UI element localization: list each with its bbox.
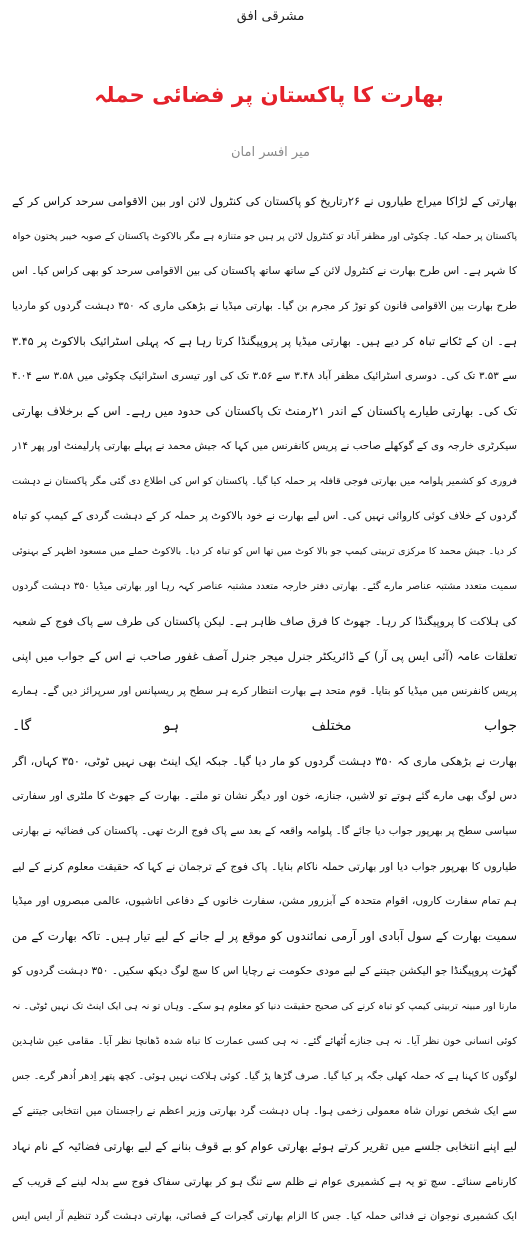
- text-line: سے ایک شخص نوران شاہ معمولی زخمی ہوا۔ ہاں دہشت گرد بھارتی وزیر اعظم نے راجستان میں انتخابی جیتنے کے: [12, 1105, 517, 1117]
- text-line: بھارتی کے لڑاکا میراج طیاروں نے ۲۶رتاریخ کو پاکستان کی کنٹرول لائن اور بین الاقوامی سرحد کراس کر کے: [12, 195, 517, 208]
- text-line: پریس کانفرنس میں میڈیا کو بتایا۔ قوم متحد ہے بھارت انتظار کرے ہر سطح پر ریسپانس اور سرپرائز دیں گے۔ ہمارے: [12, 685, 517, 697]
- paragraph: [12, 744, 517, 1234]
- text-line: ہے۔ ان کے ٹکانے تباہ کر دیے ہیں۔ بھارتی میڈیا پر پروپیگنڈا کرتا رہا ہے کہ پہلی اسٹرائیک بالاکوٹ پر ۳.۴۵: [12, 335, 517, 348]
- author-byline: میر افسر امان: [230, 145, 310, 160]
- text-line: بھارت نے بڑھکی ماری کہ ۳۵۰ دہشت گردوں کو مار دیا گیا۔ جبکہ ایک اینٹ بھی نہیں ٹوٹی، ۳۵۰ کہاں، اگر: [12, 755, 517, 768]
- text-line: کر دیا۔ جیش محمد کا مرکزی تربیتی کیمپ جو بالا کوٹ میں تھا اس کو تباہ کر دیا۔ بالاکوٹ حملے میں مسعود اظہر کے بہنوئی: [12, 546, 517, 557]
- text-line: جواب مختلف ہو گا۔: [12, 718, 517, 734]
- text-line: مارنا اور مبینہ تربیتی کیمپ کو تباہ کرنے کی صحیح حقیقت دنیا کو معلوم ہو سکے۔ وہاں تو نہ ہی ایک اینٹ تک نہیں ٹوٹی۔ نہ: [12, 1001, 517, 1012]
- text-line: دس لوگ بھی مارے گئے ہوتے تو لاشیں، جنازے، خون اور دیگر نشان تو ملتے۔ بھارت کے جھوٹ کا ملٹری اور سفارتی: [12, 790, 517, 802]
- text-line: لیے اپنے انتخابی جلسے میں تقریر کرتے ہوئے بھارتی عوام کو بے قوف بنانے کے لیے بھارتی فضائیہ کے نام نہاد: [12, 1139, 517, 1153]
- text-line: کوئی انسانی خون نظر آیا۔ نہ ہی جنازے اُٹھائے گئے۔ نہ ہی کسی عمارت کا تباہ شدہ ڈھانچا نظر آیا۔ مقامی عین شاہدین: [12, 1036, 517, 1047]
- text-line: کی ہلاکت کا پروپیگنڈا کر رہا۔ جھوٹ کا فرق صاف ظاہر ہے۔ لیکن پاکستان کی طرف سے پاک فوج کے شعبہ: [12, 615, 517, 628]
- text-line: گھڑت پروپیگنڈا جو الیکشن جیتنے کے لیے مودی حکومت نے رچایا اس کا سچ لوگ دیکھ سکیں۔ ۳۵۰ دہشت گردوں کو: [12, 965, 517, 977]
- text-line: لوگوں کا کہنا ہے کہ حملہ کھلی جگہ پر کیا گیا۔ صرف گڑھا پڑ گیا۔ کوئی ہلاکت نہیں ہوئی۔ کچھ پتھر اِدھر اُدھر گرے۔ جس: [12, 1071, 517, 1082]
- paragraph: [12, 184, 517, 744]
- text-line: گردوں کے خلاف کوئی کاروائی نہیں کی۔ اس لیے بھارت نے خود بالاکوٹ پر حملہ کر کے دہشت گردی کے کیمپ کو تباہ: [12, 510, 517, 522]
- text-line: تک کی۔ بھارتی طیارے پاکستان کے اندر ۲۱رمنٹ تک پاکستان کی حدود میں رہے۔ اس کے برخلاف بھارتی: [12, 404, 517, 418]
- text-line: ایک کشمیری نوجوان نے فدائی حملہ کیا۔ جس کا الزام بھارتی گجرات کے قصائی، بھارتی دہشت گرد تنظیم آر ایس ایس: [12, 1211, 517, 1222]
- text-line: کا شہر ہے۔ اس طرح بھارت نے کنٹرول لائن کے ساتھ ساتھ پاکستان کی بین الاقوامی سرحد کو بھی کراس کیا۔ اس: [12, 265, 517, 277]
- text-line: سمیت متعدد مشتبہ عناصر مارے گئے۔ بھارتی دفتر خارجہ متعدد مشتبہ عناصر کہہ رہا اور بھارتی میڈیا ۳۵۰ دہشت گردوں: [12, 581, 517, 592]
- text-line: سے ۳.۵۳ تک کی۔ دوسری اسٹرائیک مظفر آباد ۳.۴۸ سے ۳.۵۶ تک کی اور تیسری اسٹرائیک چکوٹی میں ۳.۵۸ سے ۴.۰۴: [12, 370, 517, 382]
- text-line: طرح بھارت بین الاقوامی قانون کو توڑ کر مجرم بن گیا۔ بھارتی میڈیا نے بڑھکی ماری کہ ۳۵۰ دہشت گردوں کو ماردیا: [12, 300, 517, 312]
- text-line: فروری کو کشمیر پلوامہ میں بھارتی فوجی قافلہ پر حملہ کیا گیا۔ پاکستان کو اس کی اطلاع دی گئی مگر پاکستان نے دہشت: [12, 476, 517, 487]
- text-line: سیکرٹری خارجہ وی کے گوکھلے صاحب نے پریس کانفرنس میں کہا کہ جیش محمد نے پہلے بھارتی پارلیمنٹ اور پھر ۱۴ر: [12, 440, 517, 452]
- section-label: مشرقی افق: [236, 9, 305, 24]
- text-line: کارنامے سنائے۔ سچ تو یہ ہے کشمیری عوام نے ظلم سے تنگ ہو کر بھارتی سفاک فوج سے بدلہ لینے کے قریب کے: [12, 1175, 517, 1188]
- text-line: سیاسی سطح پر بھرپور جواب دیا جائے گا۔ پلوامہ واقعہ کے بعد سے پاک فوج الرٹ تھی۔ پاکستان کی فضائیہ نے بھارتی: [12, 825, 517, 837]
- text-line: تعلقات عامہ (آئی ایس پی آر) کے ڈائریکٹر جنرل میجر جنرل آصف غفور صاحب نے اس کے جواب میں اپنی: [12, 649, 517, 663]
- text-line: طیاروں کا بھرپور جواب دیا اور بھارتی حملہ ناکام بنایا۔ پاک فوج کے ترجمان نے کہا کہ حقیقت معلوم کرنے کے لیے: [12, 860, 517, 873]
- text-line: پاکستان پر حملہ کیا۔ چکوٹی اور مظفر آباد تو کنٹرول لائن پر ہیں جو متنازہ ہے مگر بالاکوٹ پاکستان کے صوبہ خیبر پختون خواہ: [12, 231, 517, 242]
- text-line: سمیت بھارت کے سول آبادی اور آرمی نمائندوں کو موقع پر لے جانے کے لیے تیار ہیں۔ تاکہ بھارت کے من: [12, 929, 517, 943]
- text-line: ہم تمام سفارت کاروں، اقوام متحدہ کے آبزرور مشن، سفارت خانوں کے دفاعی اتاشیوں، عالمی مبصروں اور میڈیا: [12, 895, 517, 907]
- article-title: بھارت کا پاکستان پر فضائی حملہ: [94, 83, 444, 108]
- article-body: [12, 184, 517, 1234]
